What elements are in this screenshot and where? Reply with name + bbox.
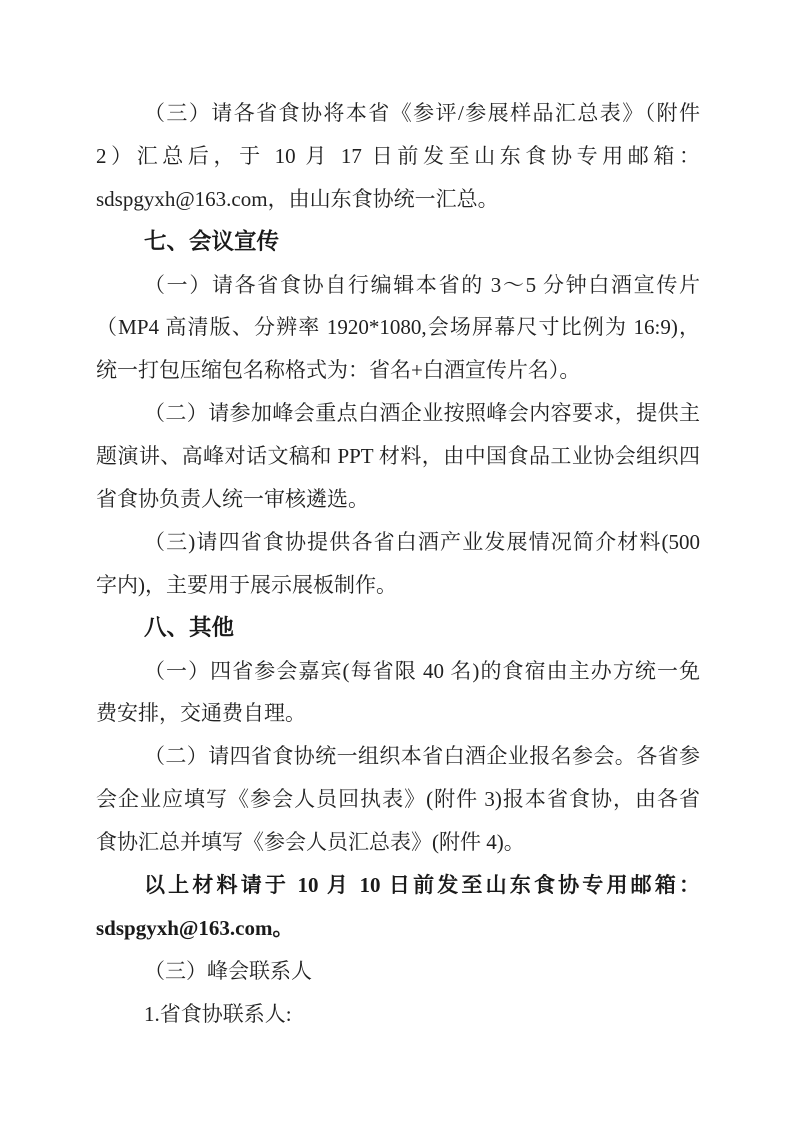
text-line: （MP4 高清版、分辨率 1920*1080,会场屏幕尺寸比例为 16:9)， <box>96 315 700 340</box>
text-line: 省食协负责人统一审核遴选。 <box>96 487 369 512</box>
text-line: （三)请四省食协提供各省白酒产业发展情况简介材料(500 <box>144 529 700 554</box>
text-line: 题演讲、高峰对话文稿和 PPT 材料，由中国食品工业协会组织四 <box>96 444 700 469</box>
text-line: 费安排，交通费自理。 <box>96 701 306 726</box>
text-line: （二）请参加峰会重点白酒企业按照峰会内容要求，提供主 <box>144 401 700 426</box>
text-line: （三）请各省食协将本省《参评/参展样品汇总表》（附件 <box>144 101 700 125</box>
text-line: sdspgyxh@163.com。 <box>96 915 294 940</box>
text-line: 会企业应填写《参会人员回执表》(附件 3)报本省食协，由各省 <box>96 787 700 812</box>
document-content <box>96 92 700 1036</box>
text-line: 2）汇总后，于 10 月 17 日前发至山东食协专用邮箱： <box>96 143 700 168</box>
text-line: （二）请四省食协统一组织本省白酒企业报名参会。各省参 <box>144 744 700 769</box>
text-line: 食协汇总并填写《参会人员汇总表》(附件 4)。 <box>96 830 525 855</box>
text-line: （三）峰会联系人 <box>144 958 312 983</box>
text-line: 字内)，主要用于展示展板制作。 <box>96 572 397 597</box>
section-heading: 七、会议宣传 <box>144 228 280 254</box>
section-heading: 八、其他 <box>144 614 235 640</box>
text-line: （一）请各省食协自行编辑本省的 3～5 分钟白酒宣传片 <box>144 272 700 297</box>
text-line: 1.省食协联系人: <box>144 1001 292 1026</box>
text-line: （一）四省参会嘉宾(每省限 40 名)的食宿由主办方统一免 <box>144 658 700 683</box>
text-line: 以上材料请于 10 月 10 日前发至山东食协专用邮箱： <box>144 873 700 898</box>
text-line: sdspgyxh@163.com，由山东食协统一汇总。 <box>96 186 499 211</box>
text-line: 统一打包压缩包名称格式为：省名+白酒宣传片名）。 <box>96 358 581 383</box>
